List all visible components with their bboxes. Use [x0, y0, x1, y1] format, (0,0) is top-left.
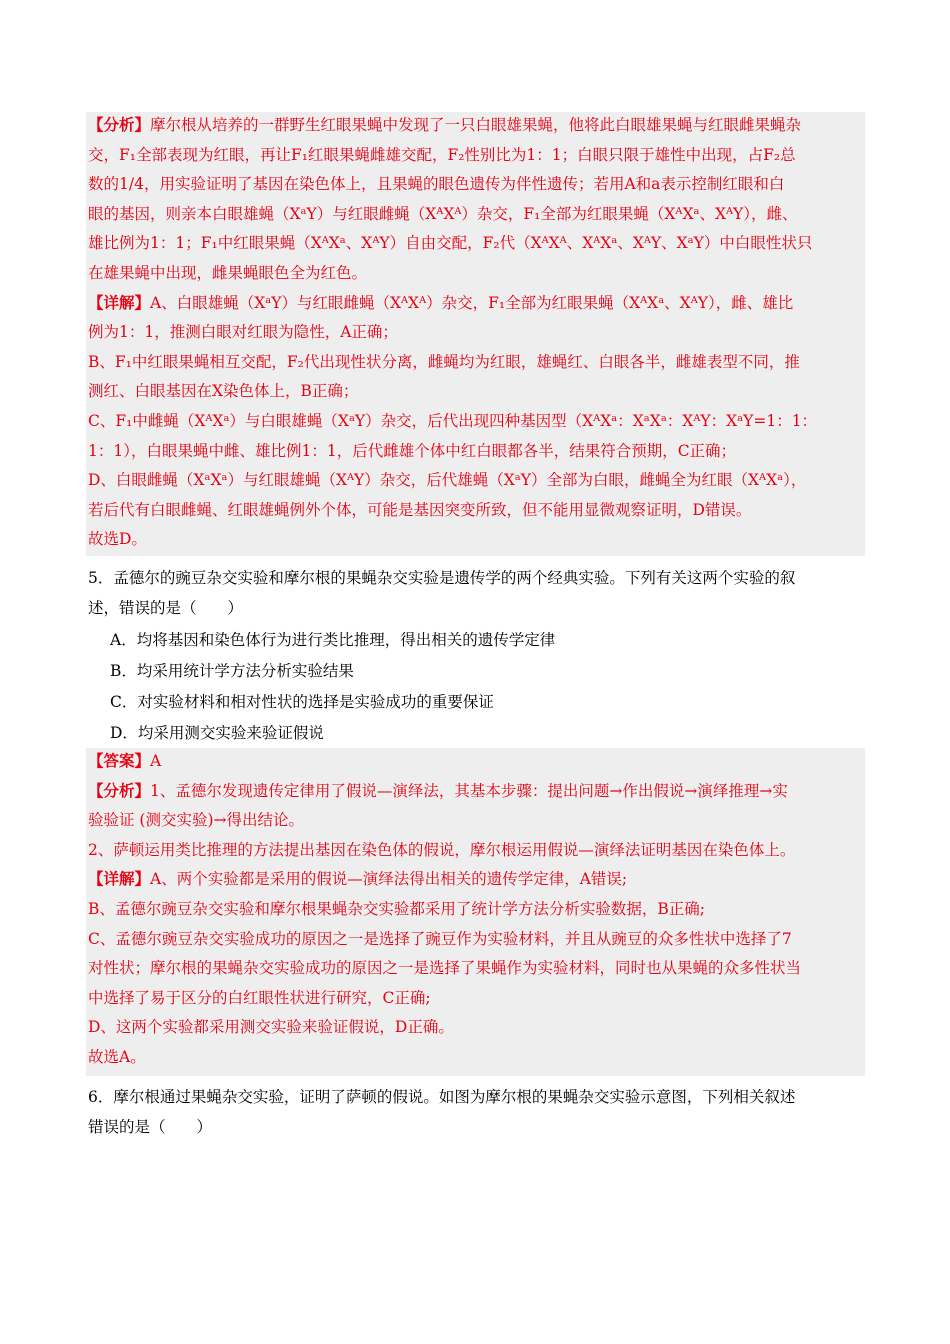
analysis-q4-text: 在雄果蝇中出现，雌果蝇眼色全为红色。: [88, 264, 368, 282]
answer-q5-line-5: [88, 869, 627, 889]
analysis-q4-text: 例为1：1，推测白眼对红眼为隐性，A正确；: [88, 323, 398, 342]
analysis-q4-text: 数的1/4，用实验证明了基因在染色体上，且果蝇的眼色遗传为伴性遗传；若用A和a表示控制红眼和白: [88, 175, 785, 194]
analysis-q4-line-12: [88, 441, 736, 461]
analysis-q4-line-1: [88, 115, 801, 135]
analysis-q4-line-7: [88, 293, 793, 313]
answer-q5-text: 1、孟德尔发现遗传定律用了假说—演绎法，其基本步骤：提出问题→作出假说→演绎推理→实: [150, 781, 788, 800]
answer-q5-text: 中选择了易于区分的白红眼性状进行研究，C正确;: [88, 988, 431, 1007]
answer-q5-text: 对性状；摩尔根的果蝇杂交实验成功的原因之一是选择了果蝇作为实验材料，同时也从果蝇的众多性状当: [88, 959, 802, 978]
question5-stem-line1: 5．孟德尔的豌豆杂交实验和摩尔根的果蝇杂交实验是遗传学的两个经典实验。下列有关这两个实验的叙: [88, 569, 796, 587]
answer-q5-tag: 【答案】: [88, 751, 151, 770]
answer-q5-line-11: [88, 1047, 146, 1067]
analysis-q4-line-15: [88, 529, 147, 549]
answer-q5-line-6: [88, 899, 705, 919]
analysis-q4-text: C、F₁中雌蝇（XᴬXᵃ）与白眼雄蝇（XᵃY）杂交，后代出现四种基因型（XᴬXᵃ：XᵃXᵃ：XᴬY：XᵃY=1：1：: [88, 412, 818, 430]
answer-q5-line-3: [88, 810, 304, 830]
answer-q5-tag: 【详解】: [88, 869, 151, 889]
answer-q5-line-8: [88, 958, 801, 978]
answer-q5-text: B、孟德尔豌豆杂交实验和摩尔根果蝇杂交实验都采用了统计学方法分析实验数据，B正确;: [88, 900, 706, 918]
analysis-q4-line-3: [88, 174, 784, 194]
question5-option-d: D．均采用测交实验来验证假说: [110, 724, 324, 742]
question5-option-c: C．对实验材料和相对性状的选择是实验成功的重要保证: [110, 693, 494, 711]
analysis-q4-line-2: [88, 145, 796, 165]
analysis-q4-text: A、白眼雄蝇（XᵃY）与红眼雌蝇（XᴬXᴬ）杂交，F₁全部为红眼果蝇（XᴬXᵃ、XᴬY），雌、雄比: [150, 293, 794, 312]
answer-q5-line-10: [88, 1017, 454, 1037]
answer-q5-tag: 【分析】: [88, 780, 151, 800]
analysis-q4-line-13: [88, 470, 806, 490]
analysis-q4-line-5: [88, 233, 812, 253]
analysis-q4-text: 1：1），白眼果蝇中雌、雄比例1：1，后代雌雄个体中红白眼都各半，结果符合预期，C正确；: [88, 441, 737, 460]
analysis-q4-text: 摩尔根从培养的一群野生红眼果蝇中发现了一只白眼雄果蝇，他将此白眼雄果蝇与红眼雌果蝇杂: [150, 116, 802, 134]
answer-q5-line-7: [88, 929, 792, 949]
question5-stem-line2: 述，错误的是（ ）: [88, 599, 244, 617]
analysis-q4-tag: 【详解】: [88, 292, 151, 312]
answer-q5-text: C、孟德尔豌豆杂交实验成功的原因之一是选择了豌豆作为实验材料，并且从豌豆的众多性状中选择了7: [88, 929, 792, 948]
analysis-q4-line-8: [88, 322, 398, 342]
answer-q5-text: 验验证 (测交实验)→得出结论。: [88, 811, 305, 830]
answer-q5-line-1: [88, 751, 161, 771]
analysis-q4-text: 雄比例为1：1；F₁中红眼果蝇（XᴬXᵃ、XᴬY）自由交配，F₂代（XᴬXᴬ、XᴬXᵃ、XᴬY、XᵃY）中白眼性状只: [88, 234, 813, 253]
question5-option-a: A．均将基因和染色体行为进行类比推理，得出相关的遗传学定律: [110, 631, 556, 649]
analysis-q4-line-14: [88, 500, 751, 520]
answer-q5-text: 故选A。: [88, 1048, 146, 1066]
analysis-q4-text: D、白眼雌蝇（XᵃXᵃ）与红眼雄蝇（XᴬY）杂交，后代雄蝇（XᵃY）全部为白眼，雌蝇全为红眼（XᴬXᵃ），: [88, 471, 807, 490]
analysis-q4-text: 若后代有白眼雌蝇、红眼雄蝇例外个体，可能是基因突变所致，但不能用显微观察证明，D错误。: [88, 500, 752, 519]
analysis-q4-line-10: [88, 381, 358, 401]
analysis-q4-text: 故选D。: [88, 530, 147, 549]
analysis-q4-line-9: [88, 352, 800, 372]
analysis-q4-text: 测红、白眼基因在X染色体上，B正确；: [88, 382, 359, 401]
analysis-q4-line-11: [88, 411, 817, 431]
analysis-q4-text: 交，F₁全部表现为红眼，再让F₁红眼果蝇雌雄交配，F₂性别比为1：1；白眼只限于雄性中出现，占F₂总: [88, 145, 796, 164]
analysis-q4-text: B、F₁中红眼果蝇相互交配，F₂代出现性状分离，雌蝇均为红眼，雄蝇红、白眼各半，雌雄表型不同，推: [88, 352, 800, 371]
answer-q5-line-2: [88, 781, 788, 801]
question6-stem-line2: 错误的是（ ）: [88, 1118, 213, 1136]
analysis-q4-text: 眼的基因，则亲本白眼雄蝇（XᵃY）与红眼雌蝇（XᴬXᴬ）杂交，F₁全部为红眼果蝇（XᴬXᵃ、XᴬY），雌、: [88, 204, 798, 223]
question6-stem-line1: 6．摩尔根通过果蝇杂交实验，证明了萨顿的假说。如图为摩尔根的果蝇杂交实验示意图，下列相关叙述: [88, 1088, 796, 1106]
answer-q5-line-9: [88, 988, 431, 1008]
answer-q5-line-4: [88, 840, 795, 860]
answer-q5-text: 2、萨顿运用类比推理的方法提出基因在染色体的假说，摩尔根运用假说—演绎法证明基因在染色体上。: [88, 840, 796, 859]
analysis-q4-line-6: [88, 263, 367, 283]
question5-option-b: B．均采用统计学方法分析实验结果: [110, 662, 354, 680]
answer-q5-text: A: [150, 752, 162, 770]
analysis-q4-tag: 【分析】: [88, 115, 151, 134]
answer-q5-text: A、两个实验都是采用的假说—演绎法得出相关的遗传学定律，A错误;: [150, 870, 628, 889]
answer-q5-text: D、这两个实验都采用测交实验来验证假说，D正确。: [88, 1018, 454, 1037]
analysis-q4-line-4: [88, 204, 798, 224]
